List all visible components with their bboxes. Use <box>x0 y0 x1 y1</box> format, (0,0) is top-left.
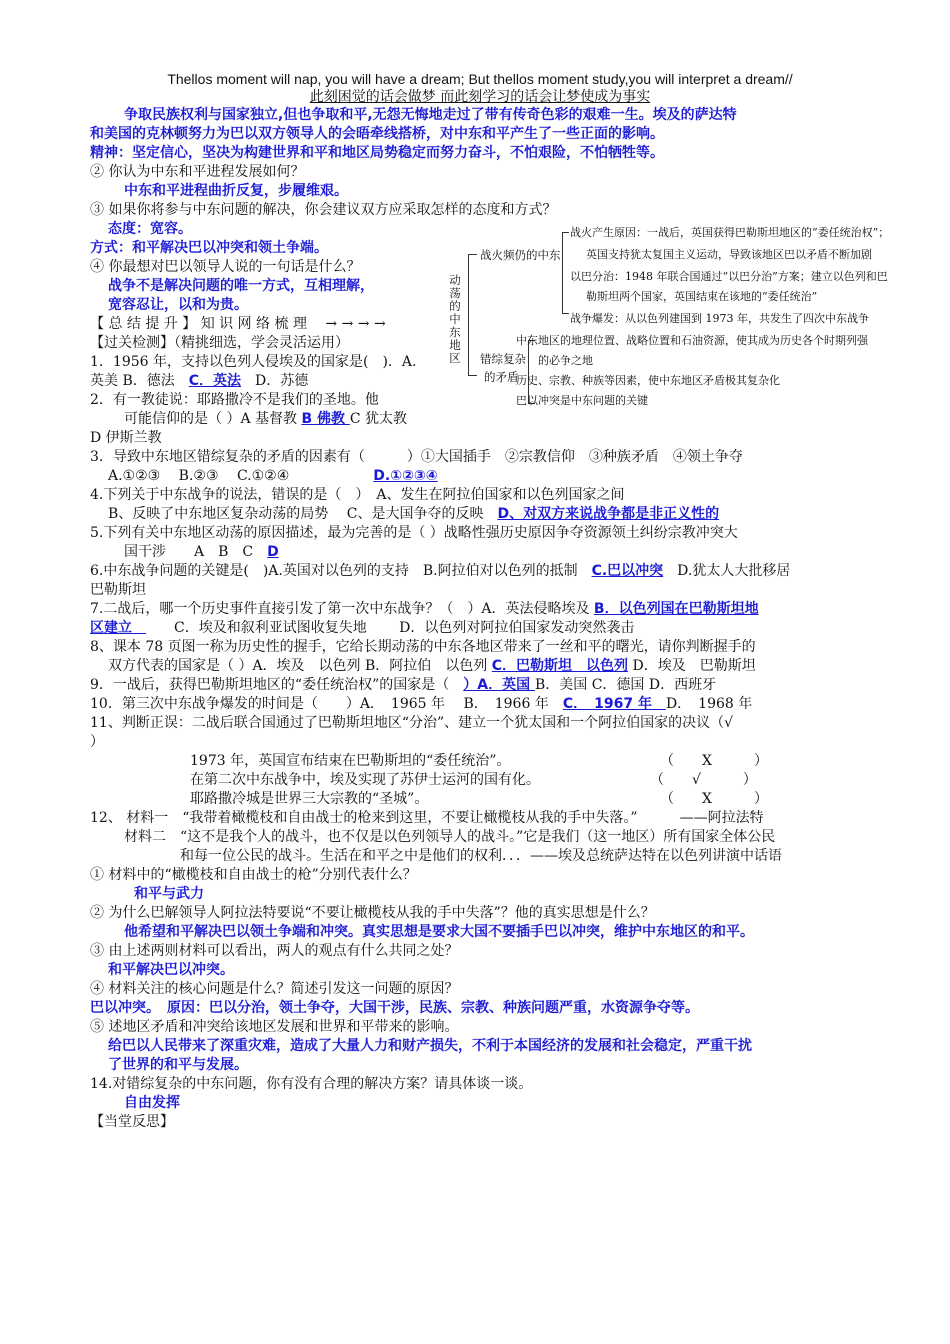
header-english-motto: Thellos moment will nap, you will have a dream; But thellos moment study,you will interpret a dream// <box>167 71 793 87</box>
test-9-question: 9．一战后，获得巴勒斯坦地区的“委任统治权”的国家是（ ）A．英国 B．美国 C．德国 D．西班牙 <box>90 677 717 693</box>
answer-3-method: 方式：和平解决巴以冲突和领土争端。 <box>90 240 328 256</box>
test-10-question: 10．第三次中东战争爆发的时间是（ ）A． 1965 年 B． 1966 年 C． 1967 年 D． 1968 年 <box>90 696 753 712</box>
test-1-answer: C．英法 <box>188 373 242 389</box>
test-2-answer: B 佛教 <box>301 411 350 427</box>
test-7-continued: 区建立 C．埃及和叙利亚试图收复失地 D．以色列对阿拉伯国家发动突然袭击 <box>90 620 635 636</box>
test-2-option-d: D 伊斯兰教 <box>90 430 162 446</box>
test-2-question: 2．有一教徒说：耶路撒冷不是我们的圣地。他 <box>90 392 379 408</box>
test-12-material-2-cont: 和每一位公民的战斗。生活在和平之中是他们的权利．．．——埃及总统萨达特在以色列讲演中话语 <box>180 848 782 864</box>
summary-heading: 【 总 结 提 升 】 知 识 网 络 梳 理 → → → → <box>90 316 386 332</box>
test-5-question: 5.下列有关中东地区动荡的原因描述，最为完善的是（ ）战略性强历史原因争夺资源领土纠纷宗教冲突大 <box>90 525 738 541</box>
test-8-question: 8、课本 78 页图一称为历史性的握手，它给长期动荡的中东各地区带来了一丝和平的曙光，请你判断握手的 <box>90 639 756 655</box>
test-14-answer: 自由发挥 <box>124 1095 180 1111</box>
test-9-answer: ）A．英国 <box>463 677 535 693</box>
test-12-a2: 他希望和平解决巴以领土争端和冲突。真实思想是要求大国不要插手巴以冲突，维护中东地区的和平。 <box>124 924 754 940</box>
check-heading: 【过关检测】（精挑细选，学会灵活运用） <box>90 335 349 351</box>
intro-line-1: 争取民族权利与国家独立,但也争取和平,无怨无悔地走过了带有传奇色彩的艰难一生。埃及的萨达特 <box>124 107 737 123</box>
test-7-question: 7.二战后，哪一个历史事件直接引发了第一次中东战争？（ ）A．英法侵略埃及 B．以色列国在巴勒斯坦地 <box>90 601 759 617</box>
diagram-b2-item-2: 的必争之地 <box>538 354 593 367</box>
test-5-answer: D <box>267 544 279 560</box>
test-12-q4: ④ 材料关注的核心问题是什么？简述引发这一问题的原因？ <box>90 981 459 997</box>
test-12-q5: ⑤ 述地区矛盾和冲突给该地区发展和世界和平带来的影响。 <box>90 1019 459 1035</box>
diagram-title: 动 荡 的 中 东 地 区 <box>449 273 461 365</box>
question-4: ④ 你最想对巴以领导人说的一句话是什么？ <box>90 259 361 275</box>
diagram-b1-item-3: 以巴分治：1948 年联合国通过“以巴分治”方案；建立以色列和巴 <box>570 270 888 283</box>
test-8-answer: C．巴勒斯坦 以色列 <box>491 658 629 674</box>
test-11-question-end: ） <box>90 734 104 750</box>
test-3-question: 3．导致中东地区错综复杂的矛盾的因素有（ ）①大国插手 ②宗教信仰 ③种族矛盾 ④领土争夺 <box>90 449 743 465</box>
test-2-options: 可能信仰的是（ ）A 基督教 B 佛教 C 犹太教 <box>124 411 408 427</box>
test-7-answer: B．以色列国在巴勒斯坦地 <box>593 601 759 617</box>
test-4-question: 4.下列关于中东战争的说法，错误的是（ ） A、发生在阿拉伯国家和以色列国家之间 <box>90 487 625 503</box>
diagram-branch-1-label: 战火频仍的中东 <box>480 248 561 262</box>
test-11-statement-2: 在第二次中东战争中，埃及实现了苏伊士运河的国有化。 （ √ ） <box>190 772 757 788</box>
reflect-heading: 【当堂反思】 <box>90 1114 174 1130</box>
test-1-question: 1．1956 年，支持以色列人侵埃及的国家是( )．A. <box>90 354 417 370</box>
test-12-a1: 和平与武力 <box>134 886 204 902</box>
test-12-q2: ② 为什么巴解领导人阿拉法特要说“不要让橄榄枝从我的手中失落”？他的真实思想是什么？ <box>90 905 655 921</box>
diagram-b1-item-4: 勒斯坦两个国家，英国结束在该地的“委任统治” <box>586 290 818 303</box>
test-12-material-1: 12、 材料一 “我带着橄榄枝和自由战士的枪来到这里，不要让橄榄枝从我的手中失落。” ——阿拉法特 <box>90 810 764 826</box>
question-3: ③ 如果你将参与中东问题的解决，你会建议双方应采取怎样的态度和方式？ <box>90 202 557 218</box>
question-2: ② 你认为中东和平进程发展如何？ <box>90 164 305 180</box>
answer-2: 中东和平进程曲折反复，步履维艰。 <box>124 183 348 199</box>
test-14-question: 14.对错综复杂的中东问题，你有没有合理的解决方案？请具体谈一谈。 <box>90 1076 533 1092</box>
test-1-options: 英美 B．德法 C．英法 D．苏德 <box>90 373 309 389</box>
test-12-a5-line-2: 了世界的和平与发展。 <box>108 1057 248 1073</box>
test-11-statement-3: 耶路撒冷城是世界三大宗教的“圣城”。 （ X ） <box>190 791 768 807</box>
test-12-a5-line-1: 给巴以人民带来了深重灾难，造成了大量人力和财产损失，不利于本国经济的发展和社会稳定，严重干扰 <box>108 1038 752 1054</box>
diagram-b2-item-3: 历史、宗教、种族等因素，使中东地区矛盾极其复杂化 <box>516 374 780 387</box>
test-12-a3: 和平解决巴以冲突。 <box>108 962 234 978</box>
test-3-options: A.①②③ B.②③ C.①②④ D.①②③④ <box>108 468 438 484</box>
test-11-question: 11、判断正误：二战后联合国通过了巴勒斯坦地区“分治”、建立一个犹太国和一个阿拉伯国家的决议（√ <box>90 715 734 731</box>
test-5-options: 国干涉 A B C D <box>124 544 279 560</box>
diagram-branch-1-bracket <box>562 232 569 314</box>
answer-3-attitude: 态度：宽容。 <box>108 221 192 237</box>
knowledge-map-diagram <box>446 224 890 414</box>
test-11-statement-1: 1973 年，英国宣布结束在巴勒斯坦的“委任统治”。 （ X ） <box>190 753 768 769</box>
diagram-branch-2-label-1: 错综复杂 <box>480 352 526 366</box>
diagram-b2-item-4: 巴以冲突是中东问题的关键 <box>516 394 648 407</box>
diagram-b1-item-5: 战争爆发：从以色列建国到 1973 年，共发生了四次中东战争 <box>570 312 869 325</box>
test-12-q3: ③ 由上述两则材料可以看出，两人的观点有什么共同之处？ <box>90 943 459 959</box>
test-6-continued: 巴勒斯坦 <box>90 582 146 598</box>
diagram-b2-item-1: 中东地区的地理位置、战略位置和石油资源，使其成为历史各个时期列强 <box>516 334 868 347</box>
test-8-options: 双方代表的国家是（ ）A．埃及 以色列 B．阿拉伯 以色列 C．巴勒斯坦 以色列 D．埃及 巴勒斯坦 <box>108 658 756 674</box>
test-6-answer: C.巴以冲突 <box>591 563 664 579</box>
test-4-options: B、反映了中东地区复杂动荡的局势 C、是大国争夺的反映 D、对双方来说战争都是非正义性的 <box>108 506 720 522</box>
header-chinese-motto: 此刻困觉的话会做梦 而此刻学习的话会让梦使成为事实 <box>309 89 651 105</box>
diagram-b1-item-2: 英国支持犹太复国主义运动，导致该地区巴以矛盾不断加剧 <box>586 248 872 261</box>
answer-4-line-1: 战争不是解决问题的唯一方式，互相理解， <box>108 278 374 294</box>
diagram-main-bracket <box>468 254 477 376</box>
test-12-q1: ① 材料中的“橄榄枝和自由战士的枪”分别代表什么？ <box>90 867 417 883</box>
test-12-material-2: 材料二 “这不是我个人的战斗，也不仅是以色列领导人的战斗。”它是我们（这一地区）所有国家全体公民 <box>124 829 776 845</box>
test-4-answer: D、对双方来说战争都是非正义性的 <box>497 506 720 522</box>
test-12-a4: 巴以冲突。 原因：巴以分治，领土争夺，大国干涉，民族、宗教、种族问题严重，水资源争夺等。 <box>90 1000 699 1016</box>
test-10-answer: C． 1967 年 <box>562 696 666 712</box>
diagram-branch-2-label-2: 的矛盾 <box>484 370 519 384</box>
test-3-answer: D.①②③④ <box>373 468 438 484</box>
diagram-b1-item-1: 战火产生原因：一战后，英国获得巴勒斯坦地区的“委任统治权”； <box>570 226 890 239</box>
answer-4-line-2: 宽容忍让，以和为贵。 <box>108 297 248 313</box>
intro-line-3: 精神：坚定信心，坚决为构建世界和平和地区局势稳定而努力奋斗，不怕艰险，不怕牺牲等。 <box>90 145 664 161</box>
intro-line-2: 和美国的克林顿努力为巴以双方领导人的会晤牵线搭桥，对中东和平产生了一些正面的影响。 <box>90 126 664 142</box>
test-6-question: 6.中东战争问题的关键是( )A.英国对以色列的支持 B.阿拉伯对以色列的抵制 C.巴以冲突 D.犹太人大批移居 <box>90 563 791 579</box>
